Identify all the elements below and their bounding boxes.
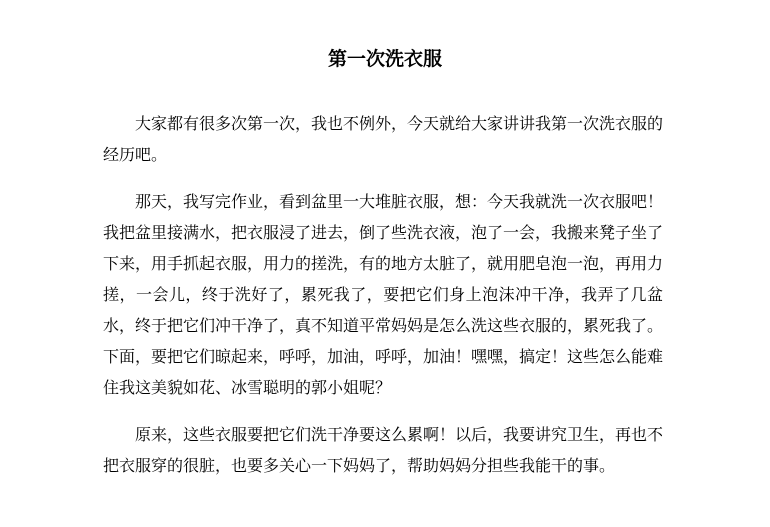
- paragraph-intro: 大家都有很多次第一次，我也不例外，今天就给大家讲讲我第一次洗衣服的经历吧。: [103, 114, 664, 164]
- document-title: 第一次洗衣服: [327, 48, 442, 70]
- document-body: [103, 108, 663, 497]
- paragraph-conclusion: 原来，这些衣服要把它们洗干净要这么累啊！以后，我要讲究卫生，再也不把衣服穿的很脏，也要多关心一下妈妈了，帮助妈妈分担些我能干的事。: [103, 425, 664, 475]
- paragraph-story: 那天，我写完作业，看到盆里一大堆脏衣服，想：今天我就洗一次衣服吧！我把盆里接满水，把衣服浸了进去，倒了些洗衣液，泡了一会，我搬来凳子坐了下来，用手抓起衣服，用力的搓洗，有的地方太脏了，就用肥皂泡一泡，再用力搓，一会儿，终于洗好了，累死我了，要把它们身上泡沫冲干净，我弄了几盆水，终于把它们冲干净了，真不知道平常妈妈是怎么洗这些衣服的，累死我了。下面，要把它们晾起来，呼呼，加油，呼呼，加油！嘿嘿，搞定！这些怎么能难住我这美貌如花、冰雪聪明的郭小姐呢？: [103, 192, 664, 397]
